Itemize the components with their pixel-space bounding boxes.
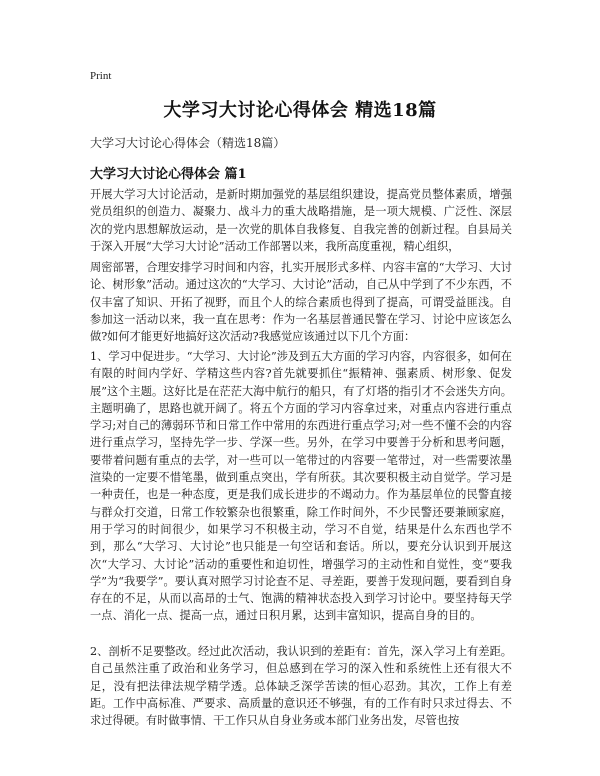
document-subtitle: 大学习大讨论心得体会（精选18篇） xyxy=(90,136,286,150)
body-paragraph-3: 1、学习中促进步。“大学习、大讨论”涉及到五大方面的学习内容，内容很多，如何在有限的时间内学好、学精这些内容?首先就要抓住“振精神、强素质、树形象、促发展”这个主题。这好比是在茫茫大海中航行的船只，有了灯塔的指引才不会迷失方向。主题明确了，思路也就开阔了。将五个方面的学习内容拿过来，对重点内容进行重点学习;对自己的薄弱环节和日常工作中常用的东西进行重点学习;对一些不懂不会的内容进行重点学习，坚持先学一步、学深一些。另外，在学习中要善于分析和思考问题，要带着问题有重点的去学，对一些可以一笔带过的内容要一笔带过，对一些需要浓墨渲染的一定要不惜笔墨，做到重点突出，学有所获。其次要积极主动自觉学。学习是一种责任，也是一种态度，更是我们成长进步的不竭动力。作为基层单位的民警直接与群众打交道，日常工作较繁杂也很繁重，除工作时间外，不少民警还要兼顾家庭，用于学习的时间很少，如果学习不积极主动，学习不自觉，结果是什么东西也学不到，那么“大学习、大讨论”也只能是一句空话和套话。所以，要充分认识到开展这次“大学习、大讨论”活动的重要性和迫切性，增强学习的主动性和自觉性，变“要我学”为“我要学”。要认真对照学习讨论查不足、寻差距，要善于发现问题，要看到自身存在的不足，从而以高昂的士气、饱满的精神状态投入到学习讨论中。要坚持每天学一点、消化一点、提高一点，通过日积月累，达到丰富知识，提高自身的目的。 xyxy=(90,350,512,623)
page-title: 大学习大讨论心得体会 精选18篇 xyxy=(163,100,437,121)
body-paragraph-1: 开展大学习大讨论活动，是新时期加强党的基层组织建设，提高党员整体素质，增强党员组织的创造力、凝聚力、战斗力的重大战略措施，是一项大规模、广泛性、深层次的党内思想解放运动，是一次党的肌体自我修复、自我完善的创新过程。自县局关于深入开展“大学习大讨论”活动工作部署以来，我所高度重视，精心组织， xyxy=(90,188,512,253)
body-paragraph-2: 周密部署，合理安排学习时间和内容，扎实开展形式多样、内容丰富的“大学习、大讨论、树形象”活动。通过这次的“大学习、大讨论”活动，自己从中学到了不少东西，不仅丰富了知识、开拓了视野，而且个人的综合素质也得到了提高，可谓受益匪浅。自参加这一活动以来，我一直在思考：作为一名基层普通民警在学习、讨论中应该怎么做?如何才能更好地搞好这次活动?我感觉应该通过以下几个方面： xyxy=(90,261,512,344)
print-link[interactable]: Print xyxy=(90,70,112,82)
body-paragraph-4: 2、剖析不足要整改。经过此次活动，我认识到的差距有：首先，深入学习上有差距。自己虽然注重了政治和业务学习，但总感到在学习的深入性和系统性上还有很大不足，没有把法律法规学精学透。总体缺乏深学苦读的恒心忍劲。其次，工作上有差距。工作中高标准、严要求、高质量的意识还不够强，有的工作有时只求过得去、不求过得硬。有时做事情、干工作只从自身业务或本部门业务出发，尽管也按 xyxy=(90,645,512,728)
section-heading: 大学习大讨论心得体会 篇1 xyxy=(90,167,247,182)
